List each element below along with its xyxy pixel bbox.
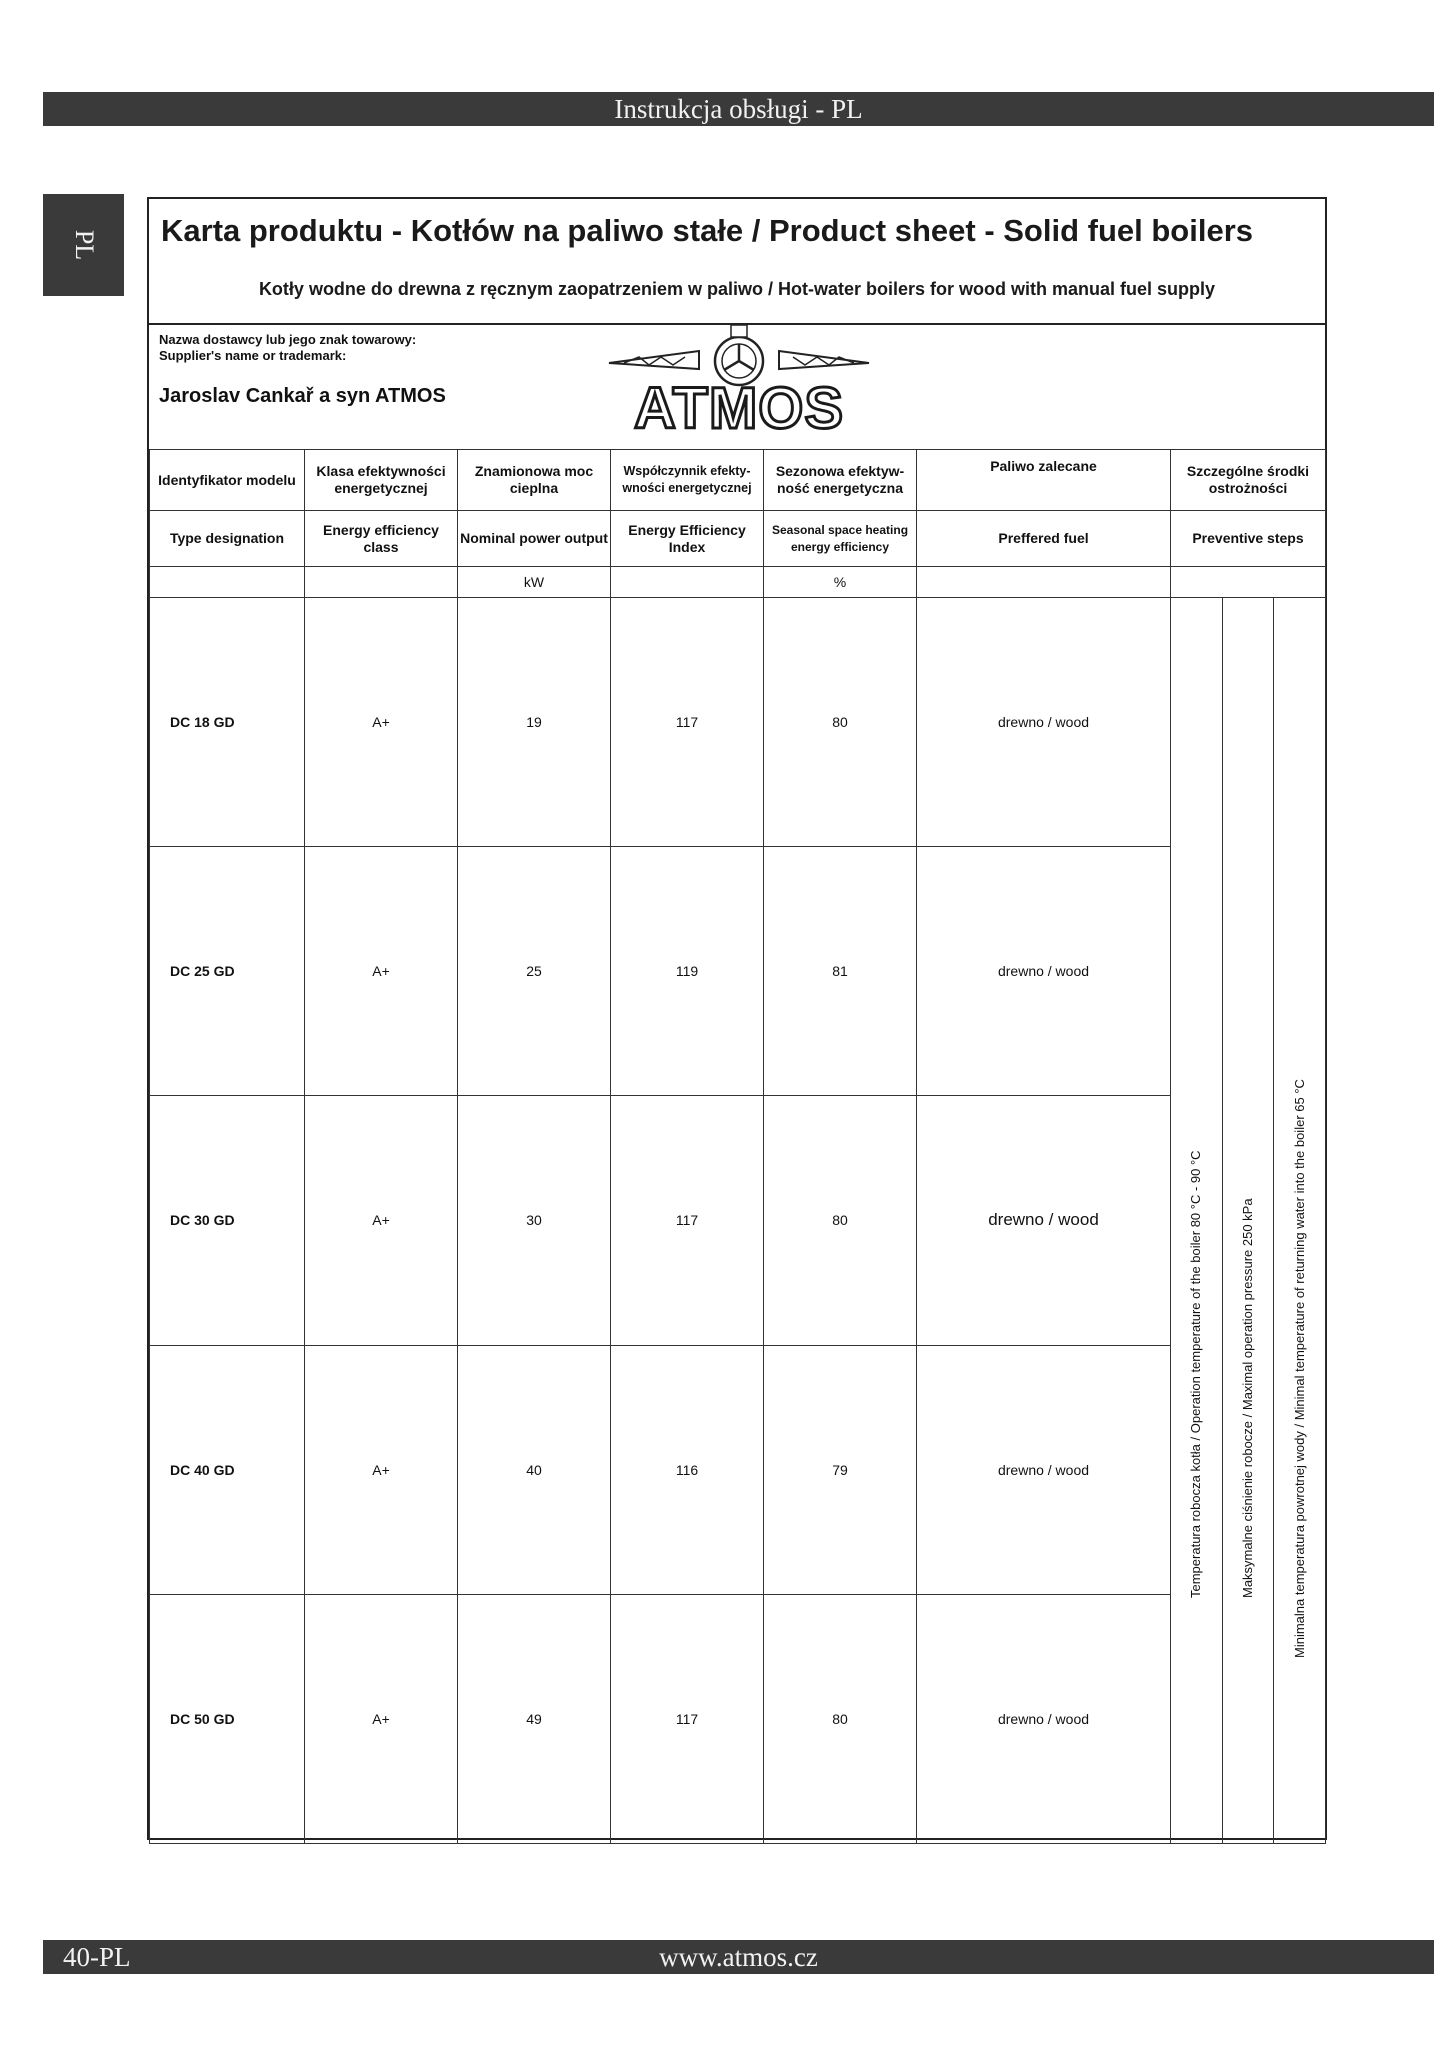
atmos-logo: [589, 321, 889, 443]
operation-temperature-note: Temperatura robocza kotła / Operation temperature of the boiler 80 °C - 90 °C: [1188, 1150, 1204, 1598]
class-cell: A+: [305, 847, 458, 1096]
col-header-pl: Sezonowa efektyw-ność energetyczna: [764, 450, 917, 511]
supplier-label-pl: Nazwa dostawcy lub jego znak towarowy:: [159, 332, 417, 347]
table-row: [150, 598, 1326, 847]
note-column: [1223, 598, 1275, 1843]
table-row: [150, 1594, 1326, 1843]
col-header-pl: Współczynnik efekty-wności energetycznej: [611, 450, 764, 511]
fuel-cell: drewno / wood: [917, 847, 1171, 1096]
col-header-en: Type designation: [150, 511, 305, 567]
header-bar: [43, 92, 1434, 126]
power-cell: 49: [458, 1594, 611, 1843]
eei-cell: 117: [611, 1594, 764, 1843]
class-cell: A+: [305, 1096, 458, 1345]
model-cell: DC 18 GD: [150, 598, 305, 847]
class-cell: A+: [305, 1594, 458, 1843]
page-number: 40-PL: [63, 1942, 131, 1972]
unit-power: kW: [458, 567, 611, 598]
eei-cell: 119: [611, 847, 764, 1096]
product-sheet: [147, 197, 1327, 1840]
supplier-label-en: Supplier's name or trademark:: [159, 348, 347, 363]
seasonal-cell: 80: [764, 1594, 917, 1843]
language-tab: [43, 194, 124, 296]
col-header-pl: Szczególne środki ostrożności: [1171, 450, 1326, 511]
product-table: [149, 449, 1326, 1844]
language-tab-label: PL: [69, 229, 99, 261]
seasonal-cell: 80: [764, 598, 917, 847]
col-header-pl: Identyfikator modelu: [150, 450, 305, 511]
return-water-temperature-note: Minimalna temperatura powrotnej wody / Minimal temperature of returning water into the boiler 65 °C: [1291, 1079, 1307, 1658]
eei-cell: 117: [611, 598, 764, 847]
eei-cell: 117: [611, 1096, 764, 1345]
col-header-en: Energy Efficiency Index: [611, 511, 764, 567]
col-header-en: Nominal power output: [458, 511, 611, 567]
fuel-cell: drewno / wood: [917, 1345, 1171, 1594]
power-cell: 40: [458, 1345, 611, 1594]
logo-wordmark: ATMOS: [633, 376, 845, 441]
supplier-label: [159, 332, 416, 364]
unit-seasonal: %: [764, 567, 917, 598]
col-header-pl: Klasa efektywności energetycznej: [305, 450, 458, 511]
model-cell: DC 25 GD: [150, 847, 305, 1096]
footer-url: www.atmos.cz: [659, 1942, 818, 1972]
note-column: [1274, 598, 1325, 1843]
col-header-pl: Znamionowa moc cieplna: [458, 450, 611, 511]
fuel-cell: drewno / wood: [917, 1096, 1171, 1345]
model-cell: DC 30 GD: [150, 1096, 305, 1345]
header-title: Instrukcja obsługi - PL: [614, 94, 863, 124]
col-header-en: Seasonal space heating energy efficiency: [764, 511, 917, 567]
header-row-en: [150, 511, 1326, 567]
sheet-title: Karta produktu - Kotłów na paliwo stałe / Product sheet - Solid fuel boilers: [161, 213, 1254, 248]
col-header-pl: Paliwo zalecane: [917, 450, 1171, 511]
unit-row: [150, 567, 1326, 598]
preventive-steps-cell: [1171, 598, 1326, 1844]
footer-bar: [43, 1940, 1434, 1974]
table-row: [150, 1345, 1326, 1594]
seasonal-cell: 79: [764, 1345, 917, 1594]
model-cell: DC 50 GD: [150, 1594, 305, 1843]
fuel-cell: drewno / wood: [917, 1594, 1171, 1843]
col-header-en: Preffered fuel: [917, 511, 1171, 567]
max-pressure-note: Maksymalne ciśnienie robocze / Maximal operation pressure 250 kPa: [1240, 1198, 1255, 1598]
power-cell: 25: [458, 847, 611, 1096]
col-header-en: Preventive steps: [1171, 511, 1326, 567]
power-cell: 30: [458, 1096, 611, 1345]
class-cell: A+: [305, 1345, 458, 1594]
eei-cell: 116: [611, 1345, 764, 1594]
supplier-name: Jaroslav Cankař a syn ATMOS: [159, 385, 446, 407]
header-row-pl: [150, 450, 1326, 511]
model-cell: DC 40 GD: [150, 1345, 305, 1594]
fuel-cell: drewno / wood: [917, 598, 1171, 847]
class-cell: A+: [305, 598, 458, 847]
seasonal-cell: 81: [764, 847, 917, 1096]
power-cell: 19: [458, 598, 611, 847]
seasonal-cell: 80: [764, 1096, 917, 1345]
table-row: [150, 847, 1326, 1096]
note-column: [1171, 598, 1223, 1843]
table-row: [150, 1096, 1326, 1345]
sheet-subtitle: Kotły wodne do drewna z ręcznym zaopatrzeniem w paliwo / Hot-water boilers for wood with manual fuel supply: [258, 279, 1216, 299]
col-header-en: Energy efficiency class: [305, 511, 458, 567]
